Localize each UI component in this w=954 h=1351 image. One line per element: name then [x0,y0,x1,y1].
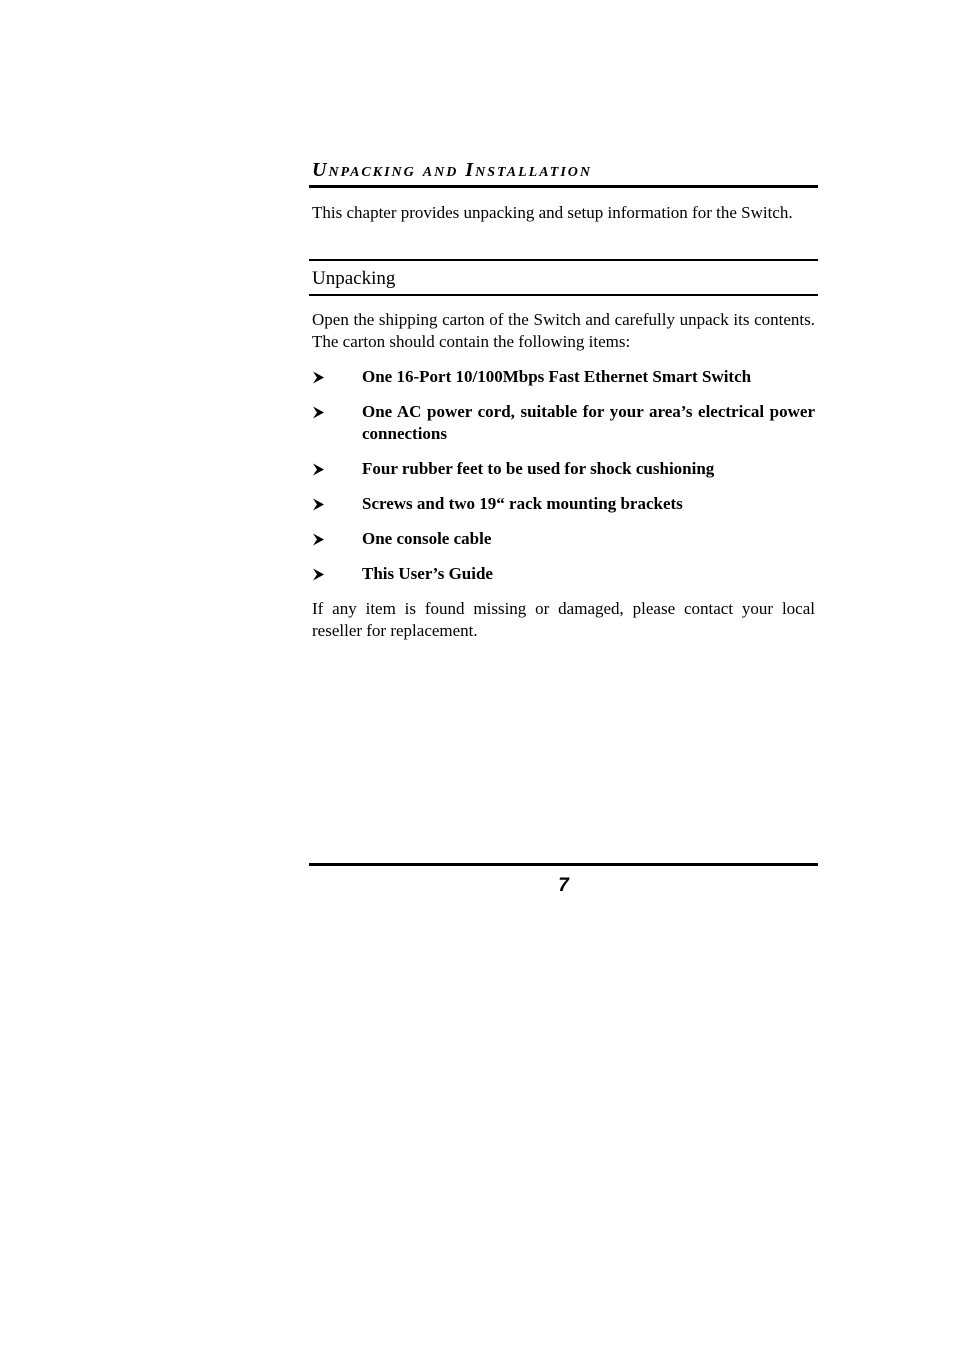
footer-rule [309,863,818,866]
list-item-text: One 16-Port 10/100Mbps Fast Ethernet Smart Switch [362,367,752,386]
chapter-title: Unpacking and Installation [312,159,592,181]
list-item [312,563,815,585]
page-number: 7 [558,875,569,896]
arrowhead-bullet-icon [312,458,330,480]
list-item [312,366,815,388]
list-item [312,493,815,515]
section-heading: Unpacking [312,268,396,289]
arrowhead-bullet-icon [312,493,330,515]
title-rule [309,185,818,188]
arrowhead-bullet-icon [312,366,330,388]
section-rule-top [309,259,818,261]
list-item [312,528,815,550]
list-item-text: One console cable [362,529,492,548]
list-item-text: One AC power cord, suitable for your area’s electrical power connections [362,402,815,443]
list-item-text: This User’s Guide [362,564,493,583]
list-item [312,401,815,445]
list-item-text: Four rubber feet to be used for shock cushioning [362,459,715,478]
list-item-text: Screws and two 19“ rack mounting brackets [362,494,683,513]
list-item [312,458,815,480]
chapter-intro: This chapter provides unpacking and setup information for the Switch. [312,203,793,222]
opening-paragraph: Open the shipping carton of the Switch and carefully unpack its contents. The carton should contain the following items: [312,310,815,351]
arrowhead-bullet-icon [312,528,330,550]
closing-paragraph: If any item is found missing or damaged, please contact your local reseller for replacement. [312,599,815,640]
arrowhead-bullet-icon [312,401,330,423]
arrowhead-bullet-icon [312,563,330,585]
package-contents-list [312,366,815,598]
section-rule-bottom [309,294,818,296]
